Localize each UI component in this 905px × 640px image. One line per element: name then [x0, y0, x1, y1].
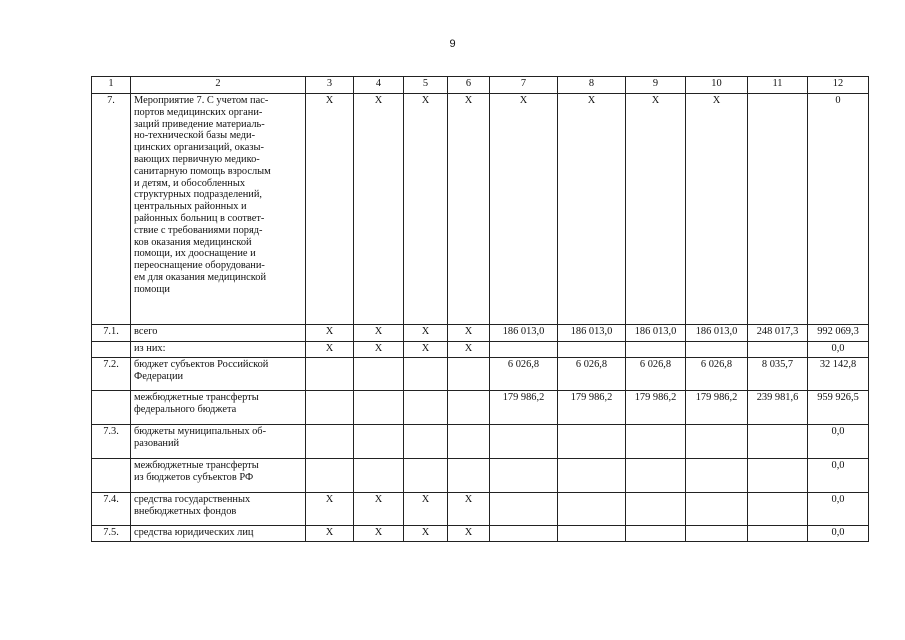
cell-col4: X	[354, 94, 404, 325]
cell-col12: 0,0	[808, 459, 869, 493]
cell-col8	[558, 526, 626, 542]
cell-col5	[404, 425, 448, 459]
row-name-line: санитарную помощь взрослым	[134, 165, 271, 177]
cell-col12: 0,0	[808, 526, 869, 542]
cell-col12: 0	[808, 94, 869, 325]
cell-col6: X	[448, 325, 490, 342]
table-row	[92, 325, 869, 342]
cell-col8	[558, 493, 626, 526]
cell-col8	[558, 425, 626, 459]
row-name	[131, 391, 306, 425]
header-cell: 9	[626, 77, 686, 94]
row-number	[92, 342, 131, 358]
row-name-line: портов медицинских органи-	[134, 106, 263, 118]
table-row	[92, 459, 869, 493]
row-number: 7.4.	[92, 493, 131, 526]
header-cell: 1	[92, 77, 131, 94]
row-name	[131, 459, 306, 493]
cell-col10: 6 026,8	[686, 358, 748, 391]
row-number: 7.2.	[92, 358, 131, 391]
row-name-line: федерального бюджета	[134, 403, 237, 415]
cell-col3: X	[306, 342, 354, 358]
cell-col12: 959 926,5	[808, 391, 869, 425]
cell-col9	[626, 526, 686, 542]
row-name-line: переоснащение оборудовани-	[134, 260, 265, 272]
cell-col3: X	[306, 94, 354, 325]
cell-col9: X	[626, 94, 686, 325]
header-cell: 12	[808, 77, 869, 94]
cell-col10	[686, 526, 748, 542]
cell-col7	[490, 459, 558, 493]
row-name-line: межбюджетные трансферты	[134, 460, 259, 471]
cell-col5: X	[404, 493, 448, 526]
row-number: 7.1.	[92, 325, 131, 342]
cell-col7	[490, 526, 558, 542]
cell-col4: X	[354, 325, 404, 342]
table-row	[92, 526, 869, 542]
cell-col8: 6 026,8	[558, 358, 626, 391]
cell-col7: 6 026,8	[490, 358, 558, 391]
row-name-line: районных больниц в соответ-	[134, 212, 265, 224]
row-name-line: из бюджетов субъектов РФ	[134, 471, 254, 483]
cell-col6	[448, 459, 490, 493]
cell-col4	[354, 459, 404, 493]
cell-col6	[448, 425, 490, 459]
cell-col11: 248 017,3	[748, 325, 808, 342]
table-row	[92, 342, 869, 358]
cell-col8	[558, 459, 626, 493]
cell-col10: 186 013,0	[686, 325, 748, 342]
cell-col12: 0,0	[808, 342, 869, 358]
cell-col9: 186 013,0	[626, 325, 686, 342]
table-header-row	[92, 77, 869, 94]
row-name-line: ем для оказания медицинской	[134, 271, 267, 283]
cell-col3	[306, 459, 354, 493]
cell-col6: X	[448, 526, 490, 542]
row-number: 7.	[92, 94, 131, 325]
table-row	[92, 358, 869, 391]
table-row	[92, 94, 869, 325]
cell-col11	[748, 94, 808, 325]
row-name-line: бюджет субъектов Российской	[134, 359, 269, 370]
cell-col3	[306, 391, 354, 425]
row-name-line: вающих первичную медико-	[134, 153, 260, 165]
row-name-line: всего	[134, 326, 158, 337]
cell-col4	[354, 391, 404, 425]
cell-col7	[490, 493, 558, 526]
row-name-line: и детям, и обособленных	[134, 177, 246, 189]
cell-col8	[558, 342, 626, 358]
cell-col3: X	[306, 526, 354, 542]
header-cell: 5	[404, 77, 448, 94]
cell-col3: X	[306, 325, 354, 342]
row-name-line: помощи	[134, 283, 170, 295]
financing-table	[91, 76, 869, 542]
row-name	[131, 493, 306, 526]
row-name-line: структурных подразделений,	[134, 189, 263, 201]
cell-col10	[686, 459, 748, 493]
row-number: 7.3.	[92, 425, 131, 459]
cell-col4	[354, 425, 404, 459]
row-name	[131, 325, 306, 342]
header-cell: 3	[306, 77, 354, 94]
header-cell: 7	[490, 77, 558, 94]
row-name-line: межбюджетные трансферты	[134, 392, 259, 403]
row-name-line: из них:	[134, 343, 166, 354]
cell-col12: 32 142,8	[808, 358, 869, 391]
cell-col6	[448, 391, 490, 425]
cell-col8: X	[558, 94, 626, 325]
cell-col9	[626, 459, 686, 493]
cell-col12: 992 069,3	[808, 325, 869, 342]
row-name-line: ков оказания медицинской	[134, 236, 252, 248]
row-number: 7.5.	[92, 526, 131, 542]
row-name	[131, 358, 306, 391]
header-cell: 10	[686, 77, 748, 94]
cell-col10: 179 986,2	[686, 391, 748, 425]
cell-col10	[686, 342, 748, 358]
cell-col9	[626, 493, 686, 526]
cell-col5: X	[404, 342, 448, 358]
cell-col11	[748, 526, 808, 542]
cell-col7	[490, 342, 558, 358]
header-cell: 8	[558, 77, 626, 94]
cell-col3: X	[306, 493, 354, 526]
cell-col9: 6 026,8	[626, 358, 686, 391]
cell-col11	[748, 493, 808, 526]
cell-col5: X	[404, 325, 448, 342]
cell-col6	[448, 358, 490, 391]
row-name	[131, 526, 306, 542]
cell-col11	[748, 425, 808, 459]
cell-col11	[748, 342, 808, 358]
cell-col10	[686, 493, 748, 526]
cell-col11: 8 035,7	[748, 358, 808, 391]
row-name-line: центральных районных и	[134, 201, 247, 213]
table-row	[92, 493, 869, 526]
row-name-line: средства юридических лиц	[134, 527, 254, 538]
row-name-line: цинских организаций, оказы-	[134, 142, 264, 154]
cell-col11	[748, 459, 808, 493]
cell-col9: 179 986,2	[626, 391, 686, 425]
cell-col4: X	[354, 342, 404, 358]
cell-col3	[306, 358, 354, 391]
cell-col5	[404, 358, 448, 391]
row-name-line: бюджеты муниципальных об-	[134, 426, 267, 437]
header-cell: 2	[131, 77, 306, 94]
cell-col12: 0,0	[808, 493, 869, 526]
header-cell: 4	[354, 77, 404, 94]
cell-col6: X	[448, 493, 490, 526]
cell-col8: 179 986,2	[558, 391, 626, 425]
cell-col10	[686, 425, 748, 459]
row-name	[131, 342, 306, 358]
header-cell: 6	[448, 77, 490, 94]
row-name	[131, 94, 306, 325]
row-name-line: средства государственных	[134, 494, 251, 505]
cell-col5: X	[404, 526, 448, 542]
cell-col3	[306, 425, 354, 459]
row-name-line: Федерации	[134, 370, 184, 382]
row-name-line: но-технической базы меди-	[134, 130, 256, 142]
row-name-line: внебюджетных фондов	[134, 505, 237, 517]
cell-col9	[626, 425, 686, 459]
row-number	[92, 391, 131, 425]
row-name-line: разований	[134, 437, 180, 449]
cell-col4	[354, 358, 404, 391]
cell-col7	[490, 425, 558, 459]
cell-col5	[404, 459, 448, 493]
cell-col7: 179 986,2	[490, 391, 558, 425]
cell-col8: 186 013,0	[558, 325, 626, 342]
cell-col9	[626, 342, 686, 358]
table-row	[92, 425, 869, 459]
cell-col5: X	[404, 94, 448, 325]
cell-col7: X	[490, 94, 558, 325]
row-name	[131, 425, 306, 459]
cell-col5	[404, 391, 448, 425]
row-name-line: заций приведение материаль-	[134, 118, 265, 130]
cell-col4: X	[354, 493, 404, 526]
row-name-line: ствие с требованиями поряд-	[134, 224, 263, 236]
table-row	[92, 391, 869, 425]
row-number	[92, 459, 131, 493]
cell-col6: X	[448, 342, 490, 358]
row-name-line: помощи, их дооснащение и	[134, 248, 256, 260]
page-number: 9	[449, 38, 456, 50]
cell-col4: X	[354, 526, 404, 542]
cell-col12: 0,0	[808, 425, 869, 459]
cell-col7: 186 013,0	[490, 325, 558, 342]
cell-col11: 239 981,6	[748, 391, 808, 425]
header-cell: 11	[748, 77, 808, 94]
cell-col10: X	[686, 94, 748, 325]
cell-col6: X	[448, 94, 490, 325]
row-name-line: Мероприятие 7. С учетом пас-	[134, 95, 269, 106]
